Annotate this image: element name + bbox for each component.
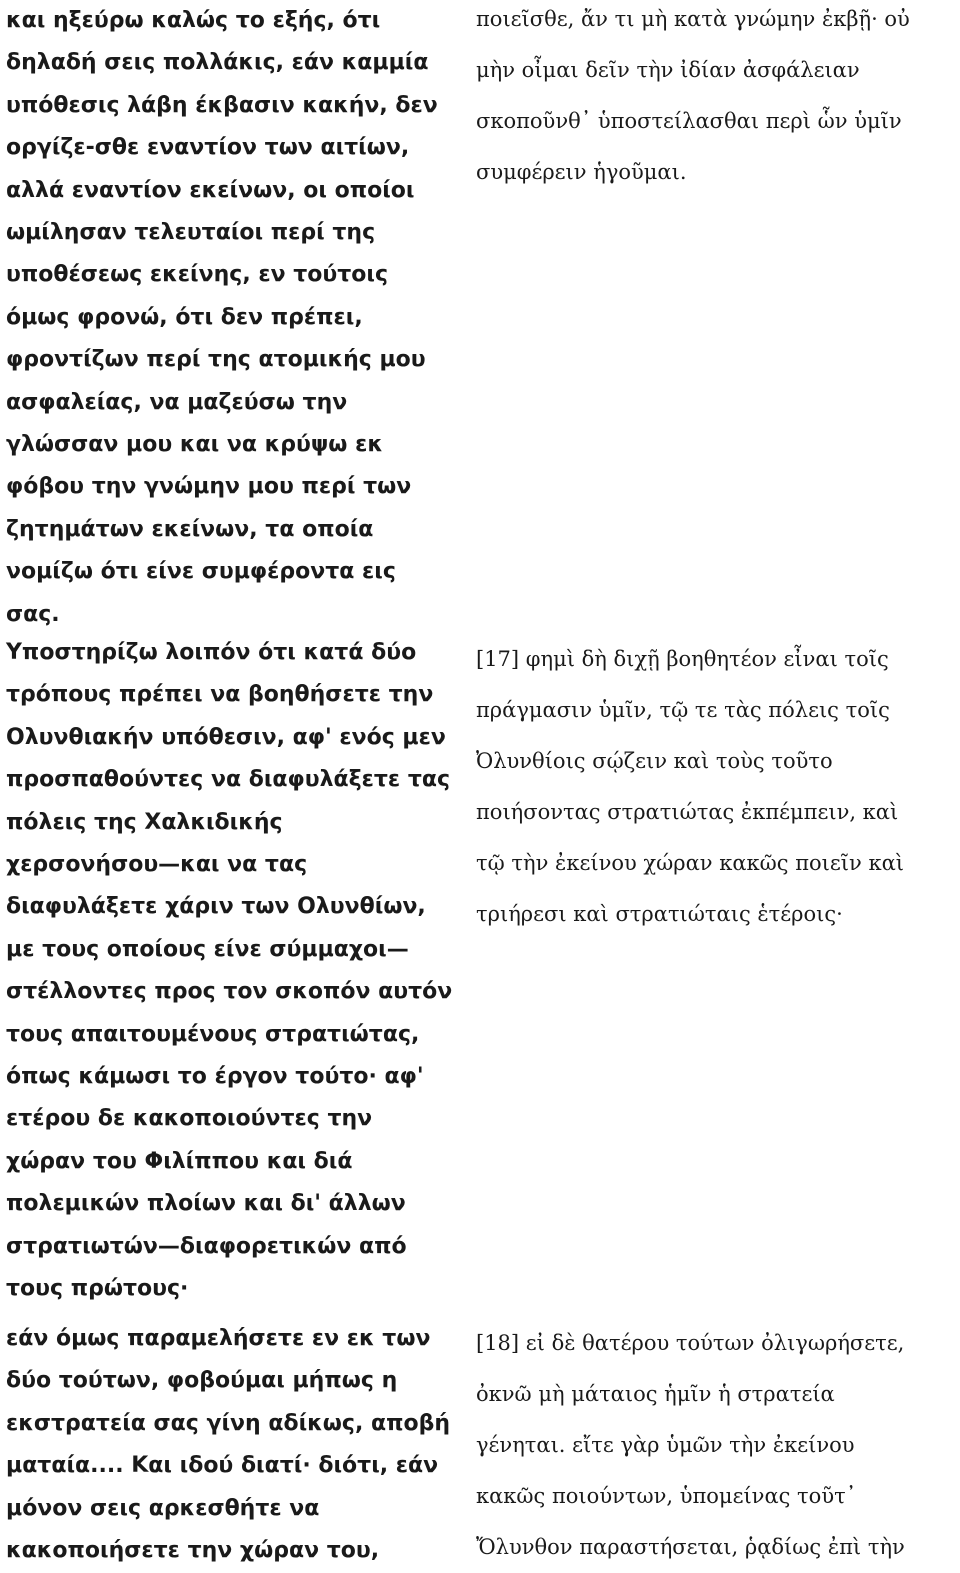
text-line: ποιήσοντας στρατιώτας ἐκπέμπειν, καὶ	[476, 800, 899, 824]
text-line: κακοποιήσετε την χώραν του,	[6, 1538, 380, 1564]
ancient-greek-original	[476, 1318, 960, 1573]
text-line: σας.	[6, 601, 60, 627]
ancient-greek-original	[476, 0, 960, 198]
text-line: δηλαδή σεις πολλάκις, εάν καμμία	[6, 50, 429, 76]
text-line: στρατιωτών—διαφορετικών από	[6, 1233, 407, 1259]
text-line: ποιεῖσθε, ἄν τι μὴ κατὰ γνώμην ἐκβῇ· οὐ	[476, 7, 910, 31]
text-line: ετέρου δε κακοποιούντες την	[6, 1106, 373, 1132]
text-line: Ὄλυνθον παραστήσεται, ῥᾳδίως ἐπὶ τὴν	[476, 1535, 905, 1559]
text-line: νομίζω ότι είνε συμφέροντα εις	[6, 559, 396, 585]
text-line: ματαία.... Και ιδού διατί· διότι, εάν	[6, 1453, 439, 1479]
text-line: φόβου την γνώμην μου περί των	[6, 474, 412, 500]
text-line: συμφέρειν ἡγοῦμαι.	[476, 160, 687, 184]
text-line: υπόθεσις λάβη έκβασιν κακήν, δεν	[6, 92, 438, 118]
text-line: ωμίλησαν τελευταίοι περί της	[6, 220, 376, 246]
text-line: εκστρατεία σας γίνη αδίκως, αποβή	[6, 1410, 451, 1436]
text-line: μόνον σεις αρκεσθήτε να	[6, 1495, 320, 1521]
text-line: φροντίζων περί της ατομικής μου	[6, 347, 426, 373]
text-line: τους πρώτους·	[6, 1276, 189, 1302]
text-line: εάν όμως παραμελήσετε εν εκ των	[6, 1326, 431, 1351]
text-line: κακῶς ποιούντων, ὑπομείνας τοῦτ᾽	[476, 1484, 857, 1508]
text-line: τρόπους πρέπει να βοηθήσετε την	[6, 682, 434, 708]
text-line: οργίζε-σθε εναντίον των αιτίων,	[6, 135, 410, 161]
text-line: ζητημάτων εκείνων, τα οποία	[6, 516, 374, 542]
text-line: ὀκνῶ μὴ μάταιος ἡμῖν ἡ στρατεία	[476, 1382, 835, 1406]
text-line: τριήρεσι καὶ στρατιώταις ἑτέροις·	[476, 902, 843, 926]
text-line: όμως φρονώ, ότι δεν πρέπει,	[6, 304, 363, 330]
text-line: χερσονήσου—και να τας	[6, 852, 308, 878]
text-line: πόλεις της Χαλκιδικής	[6, 809, 283, 835]
text-line: δύο τούτων, φοβούμαι μήπως η	[6, 1368, 398, 1394]
text-line: Ολυνθιακήν υπόθεσιν, αφ' ενός μεν	[6, 724, 446, 750]
text-line: γλώσσαν μου και να κρύψω εκ	[6, 432, 383, 458]
text-line: τους απαιτουμένους στρατιώτας,	[6, 1021, 420, 1047]
text-line: και ηξεύρω καλώς το εξής, ότι	[6, 8, 381, 33]
text-line: [17] φημὶ δὴ διχῇ βοηθητέον εἶναι τοῖς	[476, 647, 889, 671]
text-line: με τους οποίους είνε σύμμαχοι—	[6, 936, 409, 962]
text-line: πολεμικών πλοίων και δι' άλλων	[6, 1191, 406, 1217]
text-line: προσπαθούντες να διαφυλάξετε τας	[6, 767, 451, 793]
text-line: χώραν του Φιλίππου και διά	[6, 1148, 353, 1174]
modern-greek-translation	[6, 1318, 468, 1572]
text-line: διαφυλάξετε χάριν των Ολυνθίων,	[6, 894, 426, 920]
text-line: πράγμασιν ὑμῖν, τῷ τε τὰς πόλεις τοῖς	[476, 698, 890, 722]
modern-greek-translation	[6, 0, 468, 636]
text-line: [18] εἰ δὲ θατέρου τούτων ὀλιγωρήσετε,	[476, 1331, 905, 1355]
text-line: αλλά εναντίον εκείνων, οι οποίοι	[6, 177, 415, 203]
text-line: σκοποῦνθ᾽ ὑποστείλασθαι περὶ ὧν ὑμῖν	[476, 109, 902, 133]
text-line: όπως κάμωσι το έργον τούτο· αφ'	[6, 1064, 424, 1090]
text-line: τῷ τὴν ἐκείνου χώραν κακῶς ποιεῖν καὶ	[476, 851, 904, 875]
text-line: υποθέσεως εκείνης, εν τούτοις	[6, 262, 389, 288]
text-line: Υποστηρίζω λοιπόν ότι κατά δύο	[6, 640, 417, 665]
text-line: μὴν οἶμαι δεῖν τὴν ἰδίαν ἀσφάλειαν	[476, 58, 860, 82]
ancient-greek-original	[476, 634, 960, 940]
text-line: στέλλοντες προς τον σκοπόν αυτόν	[6, 979, 453, 1005]
text-line: γένηται. εἴτε γὰρ ὑμῶν τὴν ἐκείνου	[476, 1433, 855, 1457]
text-line: Ὀλυνθίοις σῴζειν καὶ τοὺς τοῦτο	[476, 749, 833, 773]
text-line: ασφαλείας, να μαζεύσω την	[6, 389, 348, 415]
modern-greek-translation	[6, 632, 468, 1311]
